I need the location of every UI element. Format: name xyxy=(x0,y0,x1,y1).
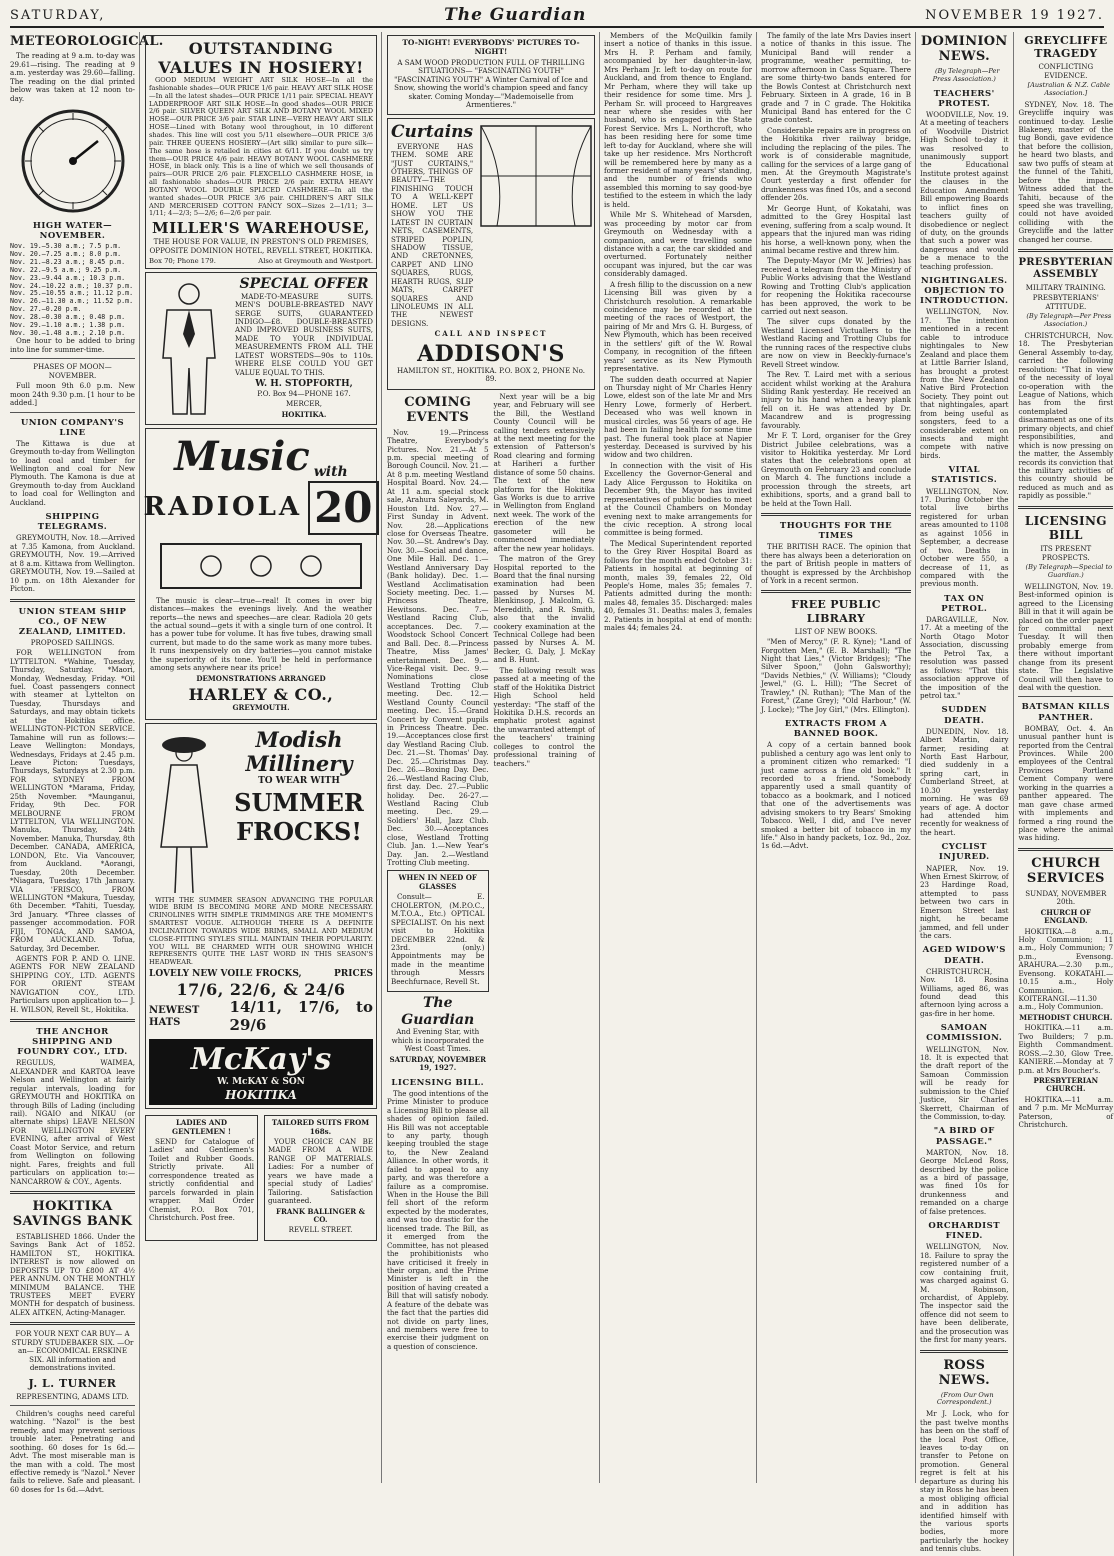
union-steam-ship-text: FOR WELLINGTON from LYTTELTON. *Wahine, Tuesday, Thursday, Saturday. *Maori, Monday, Wednesday, Friday. *Oil fuel. Coast passengers connect with steamer at Lyttelton on Tuesday, Thursdays and Saturdays, and may obtain tickets at the Hokitika office. WELLINGTON-PICTON SERVICE. Tamahine will run as follows:— Leave Wellington: Mondays, Wednesdays, Fridays at 2.45 p.m. Leave Picton: Tuesdays, Thursdays, Saturdays at 2.30 p.m. FOR SYDNEY FROM WELLINGTON *Marama, Friday, 25th November. *Maunganui, Friday, 9th Dec. FOR MELBOURNE FROM LYTTELTON, VIA WELLINGTON. Manuka, Thursday, 24th November. Manuka, Thursday, 8th December. CANADA, AMERICA, LONDON, Etc. Via Vancouver, from Auckland. *Aorangi, Tuesday, 20th December. *Niagara, Tuesday, 17th January. VIA 'FRISCO, FROM WELLINGTON *Makura, Tuesday, 6th December. *Tahiti, Tuesday, 3rd January. *Three classes of passenger accommodation. FOR FIJI, TONGA, AND SAMOA, FROM AUCKLAND. Tofua, Saturday, 3rd December. xyxy=(10,648,135,953)
turner-text: REPRESENTING, ADAMS LTD. xyxy=(16,1391,129,1401)
fashion-lady-icon xyxy=(149,727,219,897)
staff-resolution-text: The following result was passed at a meeting of the staff of the Hokitika District High School held yesterday: "The staff of the Hokitika D.H.S. records an emphatic protest against the unwarranted attempt of the teachers' training colleges to control the professional training of teachers." xyxy=(493,665,595,768)
mckays-name: McKay's xyxy=(190,1041,332,1077)
news-paragraph: In connection with the visit of His Excellency the Governor-General and Lady Alice Fergusson to Hokitika on December 9th, the Mayor has invited representatives of public bodies to meet at the Council Chambers on Monday evening next to make arrangements for the civic reception. A strong local committee is being formed. xyxy=(604,460,752,538)
ladies-title: LADIES AND GENTLEMEN ! xyxy=(172,1118,231,1136)
free-library-title: FREE PUBLIC LIBRARY xyxy=(791,598,881,625)
column-5 xyxy=(761,32,916,1483)
vital-head: VITAL STATISTICS. xyxy=(931,465,998,486)
ross-news-title: ROSS NEWS. xyxy=(938,1357,990,1389)
mckays-sub: W. McKAY & SON xyxy=(217,1077,305,1088)
anchor-shipping-title: THE ANCHOR SHIPPING AND FOUNDRY COY., LTD. xyxy=(17,1027,128,1058)
column-4 xyxy=(604,32,757,1483)
tide-row: Nov. 19.—5.30 a.m.; 7.5 p.m. xyxy=(10,242,122,251)
greycliffe-assoc: [Australian & N.Z. Cable Association.] xyxy=(1027,81,1111,97)
ross-news-text: Mr J. Lock, who for the past twelve months has been on the staff of the local Post Office, leaves to-day on transfer to Petone on promotion. General regret is felt at his departure as during his stay in Ross he has been a most obliging official and in addition has identified himself with the various sports bodies, more particularly the hockey and tennis clubs. xyxy=(920,1409,1009,1554)
licensing-bill-sub: ITS PRESENT PROSPECTS. xyxy=(1040,544,1092,562)
stopforth-name: W. H. STOPFORTH, xyxy=(255,379,353,390)
radiola-text: The music is clear—true—real! It comes in over big distances—makes the evenings lively. And the weather reports—the news and speeches—are clear. Radiola 20 gets the actual sound—gets it with a single turn of one control. It has a power tube for volume. It has five tubes, drawing small current, but made to do the same work as many more tubes. It runs inexpensively on dry batteries—you cannot mistake the superiority of its tone. You'll be held in performance among sets anywhere near its price! xyxy=(150,595,372,673)
curtains-title: Curtains xyxy=(391,122,474,143)
coming-events-text: Nov. 19.—Princess Theatre, Everybody's Pictures. Nov. 21.—At 5 p.m. special meeting of Borough Council. Nov. 21.—At 8 p.m. meeting Westland Hospital Board. Nov. 24.—At 11 a.m. special stock sale, Arahura Saleyards, M. Houston Ltd. Nov. 27.—First Sunday in Advent. Nov. 28.—Applications close for Overseas Theatre. Nov. 30.—St. Andrew's Day. Nov. 30.—Social and dance, One Mile Hall. Dec. 1.—Westland Anniversary Day (Bank holiday). Dec. 1.—Westland Acclimatisation Society meeting. Dec. 1.—Princess Theatre, Hewitsons. Dec. 7.—Westland Racing Club, acceptances. Dec. 7.—Woodstock School Concert and Ball. Dec. 8.—Princess Theatre, Miss James' entertainment. Dec. 9.—Vice-Regal visit. Dec. 9.—Nominations close Westland Trotting Club meeting. Dec. 12.—Westland County Council meeting. Dec. 15.—Grand Concert by Convent pupils in Princess Theatre. Dec. 19.—Acceptances close first day Westland Racing Club. Dec. 21.—St. Thomas' Day. Dec. 25.—Christmas Day. Dec. 26.—Boxing Day. Dec. 26.—Westland Racing Club, first day. Dec. 27.—Public holiday. Dec. 26-27.—Westland Racing Club meeting. Dec. 29.—Soldiers' Hall, Jazz Club. Dec. 30.—Acceptances close, Westland Trotting Club. Jan. 1.—New Year's Day. Jan. 2.—Westland Trotting Club meeting. xyxy=(387,427,489,868)
union-steam-ship-title: UNION STEAM SHIP CO., OF NEW ZEALAND, LIMITED. xyxy=(18,606,127,637)
masthead-date: NOVEMBER 19 1927. xyxy=(925,7,1104,23)
news-paragraph: The Deputy-Mayor (Mr W. Jeffries) has received a telegram from the Ministry of Public Works advising that the Westland Rowing and Trotting Club's application for reopening the Hokitika racecourse has been approved, the work to be carried out next season. xyxy=(761,256,911,316)
voile-title: LOVELY NEW VOILE FROCKS, xyxy=(149,969,302,980)
mckays-logo xyxy=(149,1039,373,1106)
matron-text: The matron of the Grey Hospital reported to the Board that the final nursing examination had been passed by Nurses M. Blenkinsop, J. Malcolm, G. Mereddith, and R. Smith, also that the invalid cookery examination at the Technical College had been passed by Nurses A. M. Becker, G. Daly, J. McKay and B. Hunt. xyxy=(493,554,595,665)
moon-title: PHASES OF MOON—NOVEMBER. xyxy=(33,362,112,380)
high-water-title: HIGH WATER—NOVEMBER. xyxy=(32,221,113,242)
dominion-news-title: DOMINION NEWS. xyxy=(920,34,1008,65)
tide-row: Nov. 25.—10.55 a.m.; 11.12 p.m. xyxy=(10,289,134,298)
church-date: SUNDAY, NOVEMBER 20th. xyxy=(1025,888,1107,907)
tide-row: Nov. 26.—11.30 a.m.; 11.52 p.m. xyxy=(10,297,134,306)
stopforth-role: MERCER, xyxy=(286,399,322,409)
news-paragraph: A fresh fillip to the discussion on a new Licensing Bill was given by a Christchurch resolution. A remarkable coincidence may be recorded at the meeting of the races of Westport, the pairing of Mr and Mrs G. H. Burgess, of New Plymouth, which has been received in the settlers' gift of the W. Rowal Company, in recognition of the fifteen years' service as its New Plymouth representative. xyxy=(604,279,752,374)
masthead-title: The Guardian xyxy=(444,5,587,25)
greycliffe-text: SYDNEY, Nov. 18. The Greycliffe inquiry was continued to-day. Leslie Blakeney, master of the tug Bondi, gave evidence that before the collision, he heard two blasts, and saw two puffs of steam at the funnel of the Tahiti, before the impact. Witness added that the Tahiti, because of the speed she was travelling, could not have avoided colliding with the Greycliffe and the latter changed her course. xyxy=(1018,99,1114,244)
greycliffe-sub: CONFLICTING EVIDENCE. xyxy=(1038,62,1094,80)
moon-text: Full moon 9th 6.0 p.m. New moon 24th 9.30 p.m. [1 hour to be added.] xyxy=(10,381,135,408)
radiola-demo: DEMONSTRATIONS ARRANGED xyxy=(196,673,326,683)
addisons-call: CALL AND INSPECT xyxy=(434,329,548,339)
bird-text: MARTON, Nov. 18. George McLeod Ross, described by the police as a bird of passage, was fined 10s for drunkenness and remanded on a charge of false pretences. xyxy=(920,1147,1009,1216)
meteorological-text: The reading at 9 a.m. to-day was 29.61—rising. The reading at 9 a.m. yesterday was 29.60—falling. The reading on the dial printed below was taken at 12 noon to-day. xyxy=(10,51,135,103)
millers-branch: Also at Greymouth and Westport. xyxy=(258,256,373,265)
coming-events-title: COMING EVENTS xyxy=(404,394,472,426)
shipping-telegrams-title: SHIPPING TELEGRAMS. xyxy=(37,512,108,533)
news-paragraph: Mr George Hunt, of Kokatahi, was admitted to the Grey Hospital last evening, suffering from a scalp wound. It appears that the injured man was riding his horse, a well-known pony, when the animal became restive and threw him. xyxy=(761,203,911,255)
addisons-advert xyxy=(387,118,595,389)
news-paragraph: Members of the McQuilkin family insert a notice of thanks in this issue. Mrs H. P. Perham and family, accompanied by her daughter-in-law, Mrs Perham Jr. left to-day on route for Auckland, and from thence to England. Mr Perham, where they will take up their residence for some time. Mrs J. Perham Sr. will proceed to Hargreaves near where she resides with her husband, who is engaged in the State Forest Service. Mrs L. Northcroft, who has been residing here for some time left to-day for Auckland, where she will take up her residence. Mrs Northcroft will be remembered here by many as a former resident of many years' standing, and the number of friends who assembled this morning to say good-bye testified to the esteem in which the lady is held. xyxy=(604,31,752,209)
orchard-text: WELLINGTON, Nov. 18. Failure to spray the registered number of a cow containing fruit, was charged against G. M. Robinson, orchardist, of Appleby. The inspector said the offence did not seem to have been deliberate, and the prosecution was the first for many years. xyxy=(920,1242,1009,1345)
church-presbyterian-text: HOKITIKA.—11 a.m. and 7 p.m. Mr McMurray Paterson, of Christchurch. xyxy=(1018,1094,1114,1130)
tide-row: Nov. 24.—10.22 a.m.; 10.37 p.m. xyxy=(10,281,134,290)
millinery-advert xyxy=(145,723,377,1110)
presbyterian-sub: MILITARY TRAINING. xyxy=(1025,282,1106,292)
agents-text: AGENTS FOR P. AND O. LINE. AGENTS FOR NEW ZEALAND SHIPPING COY., LTD. AGENTS FOR ORIENT STEAM NAVIGATION COY., LTD. Particulars upon application to— J. H. WILSON, Revell St., Hokitika. xyxy=(10,954,136,1014)
special-offer-text: MADE-TO-MEASURE SUITS. MEN'S DOUBLE-BREASTED NAVY SERGE SUITS, GUARANTEED INDIGO—£8. DOUBLE-BREASTED AND IMPROVED BUSINESS SUITS, MADE TO YOUR INDIVIDUAL MEASUREMENTS FROM ALL THE LATEST WORSTEDS—90s to 110s. WHERE ELSE COULD YOU GET VALUE EQUAL TO THIS. xyxy=(235,291,373,377)
savings-bank-title: HOKITIKA SAVINGS BANK xyxy=(12,1198,133,1230)
tide-row: Nov. 28.—0.30 a.m.; 0.48 p.m. xyxy=(10,312,126,321)
anchor-shipping-text: REGULUS, WAIMEA, ALEXANDER and KARTOA leave Nelson and Wellington at fairly regular intervals, loading for GREYMOUTH and HOKITIKA on through Bills of Lading (including rail). NGAIO and NIKAU (or alternate ships) LEAVE NELSON FOR WELLINGTON EVERY EVENING, after arrival of West Coast Motor Service, and return from Wellington on following night. Fares, freights and full particulars on application to:— NANCARROW & COY., Agents. xyxy=(10,1058,135,1186)
voile-prices-label: PRICES xyxy=(334,969,373,980)
tailored-title: TAILORED SUITS FROM 168s. xyxy=(271,1118,370,1136)
aged-head: AGED WIDOW'S DEATH. xyxy=(922,945,1006,966)
millers-title: MILLER'S WAREHOUSE, xyxy=(152,219,370,238)
dominion-news-sub: (By Telegraph—Per Press Association.) xyxy=(932,66,1000,83)
millers-box: Box 70; Phone 179. xyxy=(149,256,216,265)
hats-label: NEWEST HATS xyxy=(149,1004,200,1028)
tide-row: Nov. 21.—8.23 a.m.; 8.45 p.m. xyxy=(10,258,126,266)
cyclist-head: CYCLIST INJURED. xyxy=(938,842,990,863)
ladies-text: SEND for Catalogue of Ladies' and Gentlemen's Toilet and Rubber Goods. Strictly private. All correspondence treated as strictly confidential and parcels forwarded in plain wrapper. Mail Order Chemist, P.O. Box 701, Christchurch. Post free. xyxy=(149,1137,254,1222)
shipping-telegrams-text: GREYMOUTH, Nov. 18.—Arrived at 7.35 Kamona, from Auckland. GREYMOUTH, Nov. 19.—Arrived at 8 a.m. Kittawa from Wellington. GREYMOUTH, Nov. 19.—Sailed at 10 p.m. on 18th Alexander for Picton. xyxy=(10,533,135,594)
hosiery-advert xyxy=(145,35,377,269)
mckays-town: HOKITIKA xyxy=(225,1087,297,1102)
sudden-text: DUNEDIN, Nov. 18. Albert Martin, dairy farmer, residing at North East Harbour, died suddenly in a spring cart, in Cumberland Street, at 10.30 yesterday morning. He was 69 years of age. A doctor had attended him recently for weakness of the heart. xyxy=(920,726,1009,837)
nightingales-text: WELLINGTON, Nov. 17. The intention mentioned in a recent cable to introduce nightingales to New Zealand and place them at Little Barrier Island, has brought a protest from the New Zealand Native Bird Protection Society. They point out that nightingales, apart from being useful as songsters, feed to a considerable extent on insects and might compete with native birds. xyxy=(920,307,1009,460)
news-paragraph: Mr F. T. Lord, organiser for the Grey District Jubilee celebrations, was a visitor to Hokitika yesterday. Mr Lord states that the celebrations open at Greymouth on February 23 and conclude on March 4. The functions include a procession through the streets, art exhibitions, sports, and a grand ball to be held at the Town Hall. xyxy=(761,431,911,508)
cough-advert-text: Children's coughs need careful watching. "Nazol" is the best remedy, and may prevent serious trouble later. Penetrating and soothing. 60 doses for 1s 6d.—Advt. The most miserable man is the man with a cold. The most effective remedy is "Nazol." Never fails to relieve. Safe and pleasant. 60 doses for 1s 6d.—Advt. xyxy=(10,1408,135,1494)
news-paragraph: The Rev. T. Laird met with a serious accident whilst working at the Arahura Sliding Rank yesterday. He received an injury to his hand when a heavy plank fell on it. He was attended by Dr. Macandrew and is progressing favourably. xyxy=(761,370,911,430)
ballinger-street: REVELL STREET. xyxy=(288,1225,353,1235)
church-services-title: CHURCH SERVICES xyxy=(1026,855,1105,887)
millinery-title: Modish Millinery xyxy=(245,726,353,777)
stopforth-advert xyxy=(145,272,377,425)
hats-prices: 14/11, 17/6, to 29/6 xyxy=(229,997,373,1034)
harley-name: HARLEY & CO., xyxy=(188,685,334,705)
column-1 xyxy=(10,32,164,1494)
radiola-word-with: with xyxy=(313,464,348,481)
news-paragraph: The Medical Superintendent reported to the Grey River Hospital Board as follows for the month ended October 31: Patients in hospital at beginning of month, males 39, females 22, Old People's Home, males 35; females 7. Patients admitted during the month: males 48, females 35. Discharged: males 40, females 31. Deaths: males 3, females 2. Patients in hospital at end of month: males 44; females 24. xyxy=(604,538,752,633)
masthead-day: SATURDAY, xyxy=(10,7,106,23)
thoughts-text: THE BRITISH RACE. The opinion that there has always been a deterioration on the part of British people in matters of thought is expressed by the Archbishop of York in a recent sermon. xyxy=(761,542,911,586)
hosiery-items: GOOD MEDIUM WEIGHT ART SILK HOSE—In all the fashionable shades—OUR PRICE 1/6 pair. HEAVY ART SILK HOSE—In all the latest shades—OUR PRICE 1/11 pair. SPECIAL HEAVY LADDERPROOF ART SILK HOSE—In good shades—OUR PRICE 2/6 pair. SILVER QUEEN ART SILK AND BOTANY WOOL MIXED HOSE—OUR PRICE 3/6 pair. STAR LINE—VERY HEAVY ART SILK HOSE—Lined with Botany wool throughout, in 10 different shades. This line will cost you 5/11 elsewhere—OUR PRICE 3/6 pair. THREE QUEENS HOSIERY—(Art silk) similar to pure silk—The same hose is retailed in cities at 6/11. If you doubt us try them—OUR PRICE 4/6 pair. HEAVY BOTANY WOOL CASHMERE HOSE, in black only. This is a line of which we sell thousands of pairs—OUR PRICE 2/6 pair. FLEXCELLO CASHMERE HOSE, in all fashionable shades—OUR PRICE 2/6 pair. EXTRA HEAVY BOTANY WOOL DOUBLE SPLICED CASHMERE—In all the wanted shades—OUR PRICE 3/6 pair. CHILDREN'S ART SILK AND MERCERISED COTTON FANCY SOX—Sizes 2—1/11; 3—1/11; 4—2/3; 5—2/6; 6—2/6 per pair. xyxy=(149,76,373,218)
pictures-head: TO-NIGHT! EVERYBODYS' PICTURES TO-NIGHT! xyxy=(402,38,580,56)
radiola-word-music: Music xyxy=(174,433,310,481)
presbyterian-sub2: PRESBYTERIANS' ATTITUDE. xyxy=(1032,293,1099,311)
car-advert-text: FOR YOUR NEXT CAR BUY— A STURDY STUDEBAKER SIX. —Or an— ECONOMICAL ERSKINE SIX. All information and demonstrations invited. xyxy=(11,1329,134,1373)
licensing-bill-assoc: (By Telegraph—Special to Guardian.) xyxy=(1025,563,1113,579)
glasses-text: Consult— E. CHOLERTON, (M.P.O.C., M.T.O.A., Etc.) OPTICAL SPECIALIST. On his next visit to Hokitika DECEMBER 22nd. & 23rd. (only.) Appointments may be made in the meantime through Messrs Beechfurnace, Revell St. xyxy=(391,892,485,986)
radiola-advert xyxy=(145,428,377,719)
news-paragraph: Considerable repairs are in progress on the Hokitika river railway bridge, including the replacing of the piles. The work is of considerable magnitude, calling for the services of a large gang of men. At the Greymouth Magistrate's Court yesterday a first offender for drunkenness was fined 10s, and a second offender 20s. xyxy=(761,125,911,203)
masthead xyxy=(10,4,1104,28)
window-curtain-icon xyxy=(477,122,595,232)
curtains-text: EVERYONE HAS THEM. SOME ARE "JUST CURTAINS," OTHERS, THINGS OF BEAUTY—THE FINISHING TOUCH TO A WELL-KEPT HOME. LET US SHOW YOU THE LATEST IN CURTAIN NETS, CASEMENTS, STRIPED POPLIN, SHADOW TISSUE, AND CRETONNES, CARPET AND LINO SQUARES, RUGS, HEARTH RUGS, SLIP MATS, CARPET SQUARES AND LINOLEUMS IN ALL THE NEWEST DESIGNS. xyxy=(391,141,474,328)
tide-row: Nov. 30.—1.48 a.m.; 2.10 p.m. xyxy=(10,328,126,337)
pictures-advert xyxy=(387,35,595,115)
greycliffe-title: GREYCLIFFE TRAGEDY xyxy=(1024,34,1108,61)
addisons-name: ADDISON'S xyxy=(417,340,565,367)
radiola-word-radiola: RADIOLA xyxy=(143,492,303,523)
voile-prices: 17/6, 22/6, & 24/6 xyxy=(176,979,346,999)
church-methodist-text: HOKITIKA.—11 a.m. Two Builders; 7 p.m. Eighth Commandment. ROSS.—2.30, Glow Tree. KANIERE.—Monday at 7 p.m. at Mrs Boucher's. xyxy=(1018,1023,1114,1075)
tide-row: Nov. 20.—7.25 a.m.; 8.0 p.m. xyxy=(10,250,122,259)
guardian-title: The Guardian xyxy=(401,995,475,1028)
stopforth-box: P.O. Box 94—PHONE 167. xyxy=(257,388,351,398)
teachers-head: TEACHERS' PROTEST. xyxy=(933,88,995,109)
samoan-text: WELLINGTON, Nov. 18. It is expected that the draft report of the Samoan Commission will be ready for submission to the Chief Justice, Sir Charles Skerrett, Chairman of the Commission, to-day. xyxy=(920,1044,1009,1122)
glasses-advert xyxy=(387,870,489,992)
ladies-advert xyxy=(145,1115,258,1241)
church-methodist: METHODIST CHURCH. xyxy=(1019,1012,1113,1022)
ballinger-name: FRANK BALLINGER & CO. xyxy=(275,1206,366,1224)
addisons-address: HAMILTON ST., HOKITIKA. P.O. BOX 2, PHONE No. 89. xyxy=(397,365,585,384)
licensing-bill-text: WELLINGTON, Nov. 19. Best-informed opinion is agreed to the Licensing Bill in that it will again be placed on the order paper for committal next Tuesday. It will then probably emerge from there without important change from its present state. The Legislative Council will then have to deal with the question. xyxy=(1018,581,1114,693)
union-steam-ship-sub: PROPOSED SAILINGS. xyxy=(30,637,115,647)
church-england: CHURCH OF ENGLAND. xyxy=(1040,907,1092,926)
news-paragraph: The sudden death occurred at Napier on Thursday night of Mr Charles Henry Lowe, eldest son of the late Mr and Mrs Henry Lowe, formerly of Herbert. Deceased who was well known in musical circles, was 56 years of age. He had been in failing health for some time past. The funeral took place at Napier yesterday. Deceased is survived by his widow and two children. xyxy=(604,374,752,460)
pictures-text: A SAM WOOD PRODUCTION FULL OF THRILLING SITUATIONS— "FASCINATING YOUTH" "FASCINATING YOUTH" A Winter Carnival of Ice and Snow, showing the world's champion speed and fancy skater. Coming Monday—"Mademoiselle from Armentieres." xyxy=(394,57,588,110)
stopforth-town: HOKITIKA. xyxy=(281,409,327,419)
extracts-text: A copy of a certain banned book published a century ago was lent only to a prominent citizen who remarked: "I just came across a fine old book." It recorded to a friend. "Somebody apparently used a small quantity of tobacco as a bookmark, and I noticed that one of the advertisements was advising smokers to try Bears' Smoking Tobacco. Well, I did, and I've never smoked a better bit of tobacco in my life." Also in handy packets, 1oz. 9d., 2oz. 1s 6d.—Advt. xyxy=(761,740,911,851)
nightingales-head: NIGHTINGALES. OBJECTION TO INTRODUCTION. xyxy=(920,276,1009,307)
news-paragraph: The silver cups donated by the Westland Licensed Victuallers to the Westland Racing and Trotting Clubs for the running races of the respective clubs are now on view in Beeckly-furnace's Revell Street window. xyxy=(761,317,911,369)
council-text: Next year will be a big year, and February will see the Bill, the Westland County Council will be calling tenders extensively at the next meeting for the extension of Patterson's Road clearing and forming at Hariheri a further distance of some 50 chains. The text of the new platform for the Hokitika Gas Works is due to arrive in Wellington from England next week. The work of the erection of the new gasometer will be commenced immediately after the new year holidays. xyxy=(493,391,595,553)
millinery-summer: SUMMER xyxy=(234,788,364,818)
presbyterian-text: CHRISTCHURCH, Nov. 18. The Presbyterian General Assembly to-day, carried the following resolution: "That in view of the necessity of loyal co-operation with the League of Nations, which has from the first contemplated disarmament as one of its primary objects, and chief responsibilities, and which is now pressing on the matter, the Assembly records its conviction that the military activities of this country should be reduced as much and as rapidly as possible." xyxy=(1018,330,1114,501)
free-library-sub: LIST OF NEW BOOKS. xyxy=(794,626,878,636)
column-3 xyxy=(387,32,600,1483)
cyclist-text: NAPIER, Nov. 19. When Ernest Skirrow, of 23 Hardinge Road, attempted to pass between two cars in Emerson Street last night, he became jammed, and fell under the cars. xyxy=(920,863,1009,941)
news-paragraph: While Mr S. Whitehead of Marsden, was proceeding by motor car from Greymouth on Wednesday with a companion, and were travelling some distance with a car, the car skidded and overturned. Fortunately neither occupant was injured, but the car was considerably damaged. xyxy=(604,210,752,279)
extracts-title: EXTRACTS FROM A BANNED BOOK. xyxy=(784,719,888,740)
harley-town: GREYMOUTH. xyxy=(232,703,290,713)
panther-text: BOMBAY, Oct. 4. An unusual panther hunt is reported from the Central Provinces. While 200 employees of the Central Provinces Portland Cement Company were working in the quarries a panther appeared. The man gave chase armed with implements and formed a ring round the place where the animal was hiding. xyxy=(1018,723,1114,843)
church-england-text: HOKITIKA.—8 a.m., Holy Communion; 11 a.m., Holy Communion; 7 p.m., Evensong. ARAHURA.—2.30 p.m., Evensong. KOKATAHI.—10.15 a.m., Holy Communion. KOITERANGI.—11.30 a.m., Holy Communion. xyxy=(1018,926,1114,1012)
news-paragraph: The family of the late Mrs Davies insert a notice of thanks in this issue. The Municipal Band will render a programme, weather permitting, to-morrow afternoon in Cass Square. There are some thirty-two bands entered for the Bowls Contest at Christchurch next February. Sixteen in A grade, 16 in B grade and 7 in C grade. The Hokitika Municipal Band has entered for the C grade contest. xyxy=(761,31,911,125)
radio-set-icon xyxy=(151,538,371,594)
turner-name: J. L. TURNER xyxy=(28,1377,117,1391)
samoan-head: SAMOAN COMMISSION. xyxy=(926,1023,1003,1044)
licensing-bill-title: LICENSING BILL xyxy=(1024,513,1107,542)
millinery-sub: TO WEAR WITH xyxy=(258,776,340,787)
barometer-dial-icon xyxy=(18,106,128,216)
church-presbyterian: PRESBYTERIAN CHURCH. xyxy=(1033,1075,1099,1094)
tide-row: Nov. 27.—0.20 p.m. xyxy=(10,305,82,314)
millinery-frocks: FROCKS! xyxy=(236,816,362,846)
licensing-text: The good intentions of the Prime Minister to produce a Licensing Bill to please all shades of opinion failed. His Bill was not acceptable to any party, though keeping troubled the stage to, the New Zealand Alliance. In other words, it failed to appeal to any party, and was therefore a failure as a compromise. When in the House the Bill fell short of the reform expected by the moderates, and was too drastic for the licensed trade. The Bill, as it emerged from the Committee, has not pleased the prohibitionists who have criticised it freely in their organ, and the Prime Minister is left in the position of having created a Bill that will satisfy nobody. A feature of the debate was the fact that the parties did not divide on party lines, and members were free to exercise their judgment on a question of conscience. xyxy=(387,1088,489,1351)
teachers-text: WOODVILLE, Nov. 19. At a meeting of teachers of Woodville District High School to-day it was resolved to unanimously support the Educational Institute protest against the clauses in the Education Amendment Bill empowering Boards to inflict fines on teachers guilty of disobedience or neglect of duty, on the grounds that such a power was dangerous and would be a menace to the teaching profession. xyxy=(920,109,1009,271)
meteorological-title: METEOROLOGICAL. xyxy=(10,34,164,49)
presbyterian-assoc: (By Telegraph—Per Press Association.) xyxy=(1026,312,1112,329)
savings-bank-text: ESTABLISHED 1866. Under the Savings Bank Act of 1852. HAMILTON ST., HOKITIKA. INTEREST is now allowed on DEPOSITS UP TO £800 AT 4½ PER ANNUM. ON THE MONTHLY MINIMUM BALANCE. THE TRUSTEES MEET EVERY MONTH for despatch of business. ALEX AITKEN, Acting-Manager. xyxy=(10,1231,135,1317)
guardian-date: SATURDAY, NOVEMBER 19, 1927. xyxy=(389,1054,487,1073)
tide-list xyxy=(10,243,135,337)
suit-figure-icon xyxy=(149,278,229,418)
orchard-head: ORCHARDIST FINED. xyxy=(928,1221,1001,1242)
tailored-text: YOUR CHOICE CAN BE MADE FROM A WIDE RANGE OF MATERIALS. Ladies: For a number of years we have made a special study of Ladies' Tailoring. Satisfaction guaranteed. xyxy=(268,1137,373,1206)
aged-text: CHRISTCHURCH, Nov. 18. Rosina Williams, aged 86, was found dead this afternoon lying across a gas-fire in her home. xyxy=(920,966,1009,1018)
ross-news-sub: (From Our Own Correspondent.) xyxy=(936,1390,994,1407)
petrol-head: TAX ON PETROL. xyxy=(941,593,988,614)
sudden-head: SUDDEN DEATH. xyxy=(941,705,988,726)
millinery-text: WITH THE SUMMER SEASON ADVANCING THE POPULAR WIDE BRIM IS BECOMING MORE AND MORE NECESSARY. CRINOLINES WITH SIMPLE TRIMMINGS ARE THE MOMENT'S SMARTEST VOGUE. ALTHOUGH THERE IS A DEFINITE INCLINATION TOWARDS WIDE BRIMS, SMALL AND MEDIUM CLOSE-FITTING STYLES STILL MAINTAIN THEIR POPULARITY. YOU WILL BE CHARMED WITH OUR SHOWING WHICH REPRESENTS QUITE THE LAST WORD IN THIS SEASON'S HEADWEAR. xyxy=(149,895,373,967)
thoughts-title: THOUGHTS FOR THE TIMES xyxy=(779,521,893,542)
licensing-title: LICENSING BILL. xyxy=(391,1077,485,1088)
free-library-text: "Men of Mercy," (F. R. Kyne); "Land of Forgotten Men," (E. B. Marshall); "The Night that Lies," (Victor Bridges); "The Silver Spoon," (John Galsworthy); "Davids Netbies," (V. Williams); "Cloudy Jewel," (G. L. Hill); "The Secret of Trawley," (N. Ruthan); "The Man of the Forest," (Zane Grey); "Old Harbour," (W. J. Locke); "The Joy Girl," (Mrs. Ellington). xyxy=(761,637,911,714)
tide-row: Nov. 29.—1.10 a.m.; 1.38 p.m. xyxy=(10,320,126,329)
tide-row: Nov. 22.—9.5 a.m.; 9.25 p.m. xyxy=(10,265,122,274)
panther-title: BATSMAN KILLS PANTHER. xyxy=(1021,702,1111,723)
millers-sub: THE HOUSE FOR VALUE, IN PRESTON'S OLD PREMISES, OPPOSITE DOMINION HOTEL, REVELL STREET, HOKITIKA. xyxy=(149,237,373,255)
vital-text: WELLINGTON, Nov. 17. During October the total live births registered for urban areas amounted to 1108 as against 1056 in September, a decrease of two. Deaths in October were 550, a decrease of 11, as compared with the previous month. xyxy=(920,486,1009,589)
tailored-advert xyxy=(264,1115,377,1241)
union-company-title: UNION COMPANY'S LINE xyxy=(20,417,125,438)
radiola-number: 20 xyxy=(308,481,378,535)
petrol-text: DARGAVILLE, Nov. 17. At a meeting of the North Otago Motor Association, discussing the Petrol Tax, a resolution was passed as follows: "That this association approve of the imposition of the petrol tax." xyxy=(920,615,1009,700)
tide-row: Nov. 23.—9.44 a.m.; 10.3 p.m. xyxy=(10,273,126,282)
presbyterian-title: PRESBYTERIAN ASSEMBLY xyxy=(1018,257,1114,281)
tide-note: One hour to be added to bring into line for summer-time. xyxy=(10,336,135,354)
column-6 xyxy=(920,32,1114,1554)
union-company-text: The Kittawa is due at Greymouth to-day from Wellington to load coal and timber for Wellington and coal for New Plymouth. The Kamona is due at Greymouth to-day from Auckland to load coal for Wellington and Auckland. xyxy=(10,438,135,507)
column-2 xyxy=(145,32,382,1483)
bird-head: "A BIRD OF PASSAGE." xyxy=(933,1126,995,1147)
guardian-sub: And Evening Star, with which is incorporated the West Coast Times. xyxy=(391,1027,484,1054)
special-offer-title: SPECIAL OFFER xyxy=(239,276,369,293)
glasses-title: WHEN IN NEED OF GLASSES xyxy=(398,873,477,891)
hosiery-title: OUTSTANDING VALUES IN HOSIERY! xyxy=(158,39,364,78)
